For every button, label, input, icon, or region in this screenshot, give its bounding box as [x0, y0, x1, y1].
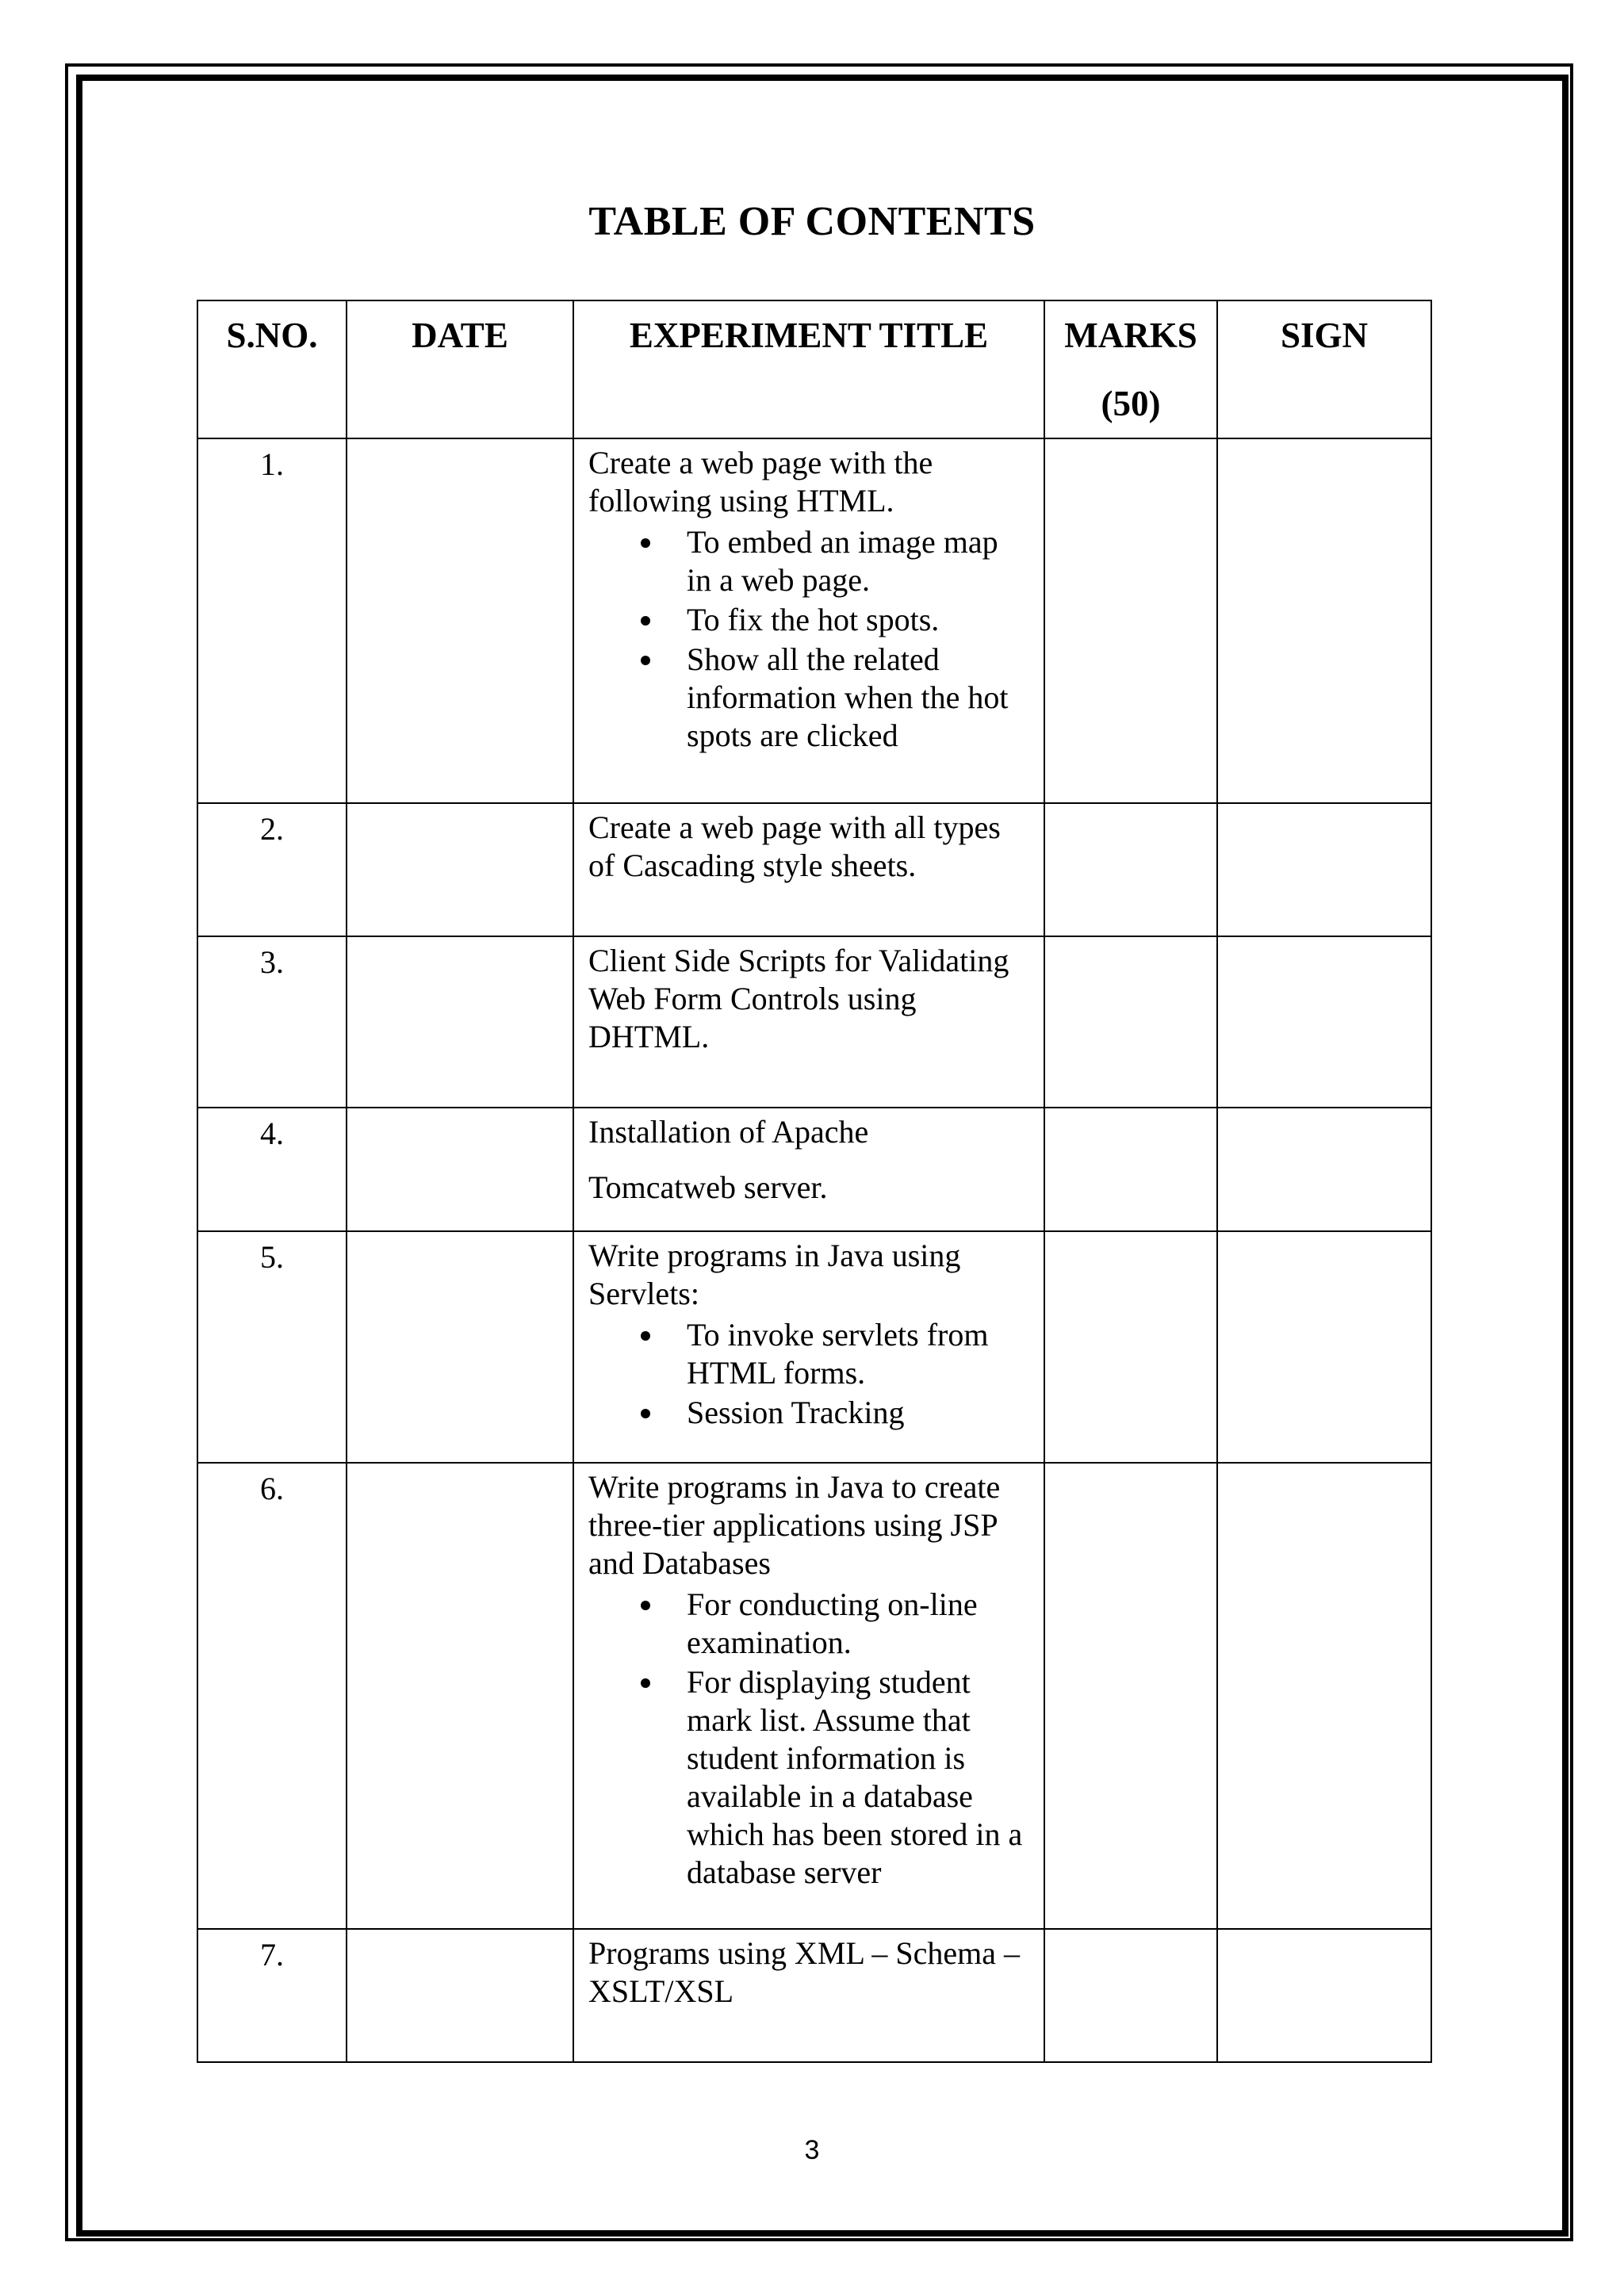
row-title-cell — [573, 936, 1044, 1108]
row-date — [347, 1929, 573, 2062]
row-bullet-list — [588, 1586, 1029, 1892]
page-number: 3 — [804, 2135, 820, 2165]
row-title-cell — [573, 438, 1044, 803]
page-title: TABLE OF CONTENTS — [588, 199, 1036, 244]
table-row — [197, 1463, 1431, 1929]
header-sign: SIGN — [1217, 300, 1431, 438]
contents-table — [197, 300, 1432, 2063]
row-title: Programs using XML – Schema – XSLT/XSL — [588, 1935, 1021, 2009]
row-date — [347, 1231, 573, 1463]
header-marks-total: (50) — [1101, 384, 1161, 423]
bullet-item: For displaying student mark list. Assume that student information is available in a database which has been stored in a database server — [687, 1663, 1029, 1892]
bullet-item: For conducting on-line examination. — [687, 1586, 1029, 1662]
row-sno: 3. — [197, 936, 347, 1108]
row-title-line1: Installation of Apache — [588, 1114, 869, 1150]
row-sign — [1217, 1463, 1431, 1929]
row-date — [347, 1463, 573, 1929]
row-sign — [1217, 1108, 1431, 1231]
row-sno: 6. — [197, 1463, 347, 1929]
row-title: Write programs in Java to create three-tier applications using JSP and Databases — [588, 1469, 1001, 1581]
row-sno: 7. — [197, 1929, 347, 2062]
row-marks — [1044, 936, 1217, 1108]
table-row — [197, 1929, 1431, 2062]
bullet-item: Session Tracking — [687, 1394, 1029, 1432]
row-sign — [1217, 1929, 1431, 2062]
table-row — [197, 1108, 1431, 1231]
table-row — [197, 936, 1431, 1108]
row-sign — [1217, 803, 1431, 936]
header-sno: S.NO. — [197, 300, 347, 438]
row-bullet-list — [588, 1316, 1029, 1432]
row-marks — [1044, 438, 1217, 803]
table-row — [197, 438, 1431, 803]
row-sign — [1217, 438, 1431, 803]
bullet-item: To invoke servlets from HTML forms. — [687, 1316, 1029, 1392]
header-marks-label: MARKS — [1064, 316, 1197, 355]
row-date — [347, 1108, 573, 1231]
row-marks — [1044, 1463, 1217, 1929]
row-title: Client Side Scripts for Validating Web Form Controls using DHTML. — [588, 943, 1009, 1054]
row-title-cell — [573, 1929, 1044, 2062]
row-title-line2: Tomcatweb server. — [588, 1169, 828, 1205]
row-title: Create a web page with the following using HTML. — [588, 445, 933, 519]
row-sno: 2. — [197, 803, 347, 936]
row-marks — [1044, 1231, 1217, 1463]
header-experiment-title: EXPERIMENT TITLE — [573, 300, 1044, 438]
row-title-cell — [573, 1463, 1044, 1929]
bullet-item: To fix the hot spots. — [687, 601, 1029, 639]
row-marks — [1044, 1108, 1217, 1231]
row-marks — [1044, 803, 1217, 936]
row-date — [347, 803, 573, 936]
table-row — [197, 803, 1431, 936]
row-date — [347, 438, 573, 803]
row-marks — [1044, 1929, 1217, 2062]
header-date: DATE — [347, 300, 573, 438]
header-marks — [1044, 300, 1217, 438]
row-title-cell — [573, 1108, 1044, 1231]
row-sign — [1217, 936, 1431, 1108]
row-sno: 4. — [197, 1108, 347, 1231]
row-sno: 1. — [197, 438, 347, 803]
bullet-item: To embed an image map in a web page. — [687, 523, 1029, 599]
table-row — [197, 1231, 1431, 1463]
bullet-item: Show all the related information when the hot spots are clicked — [687, 641, 1029, 755]
row-sign — [1217, 1231, 1431, 1463]
header-row — [197, 300, 1431, 438]
row-title-cell — [573, 803, 1044, 936]
row-title: Create a web page with all types of Cascading style sheets. — [588, 809, 1001, 883]
row-bullet-list — [588, 523, 1029, 755]
row-title-cell — [573, 1231, 1044, 1463]
row-title: Write programs in Java using Servlets: — [588, 1238, 961, 1311]
row-sno: 5. — [197, 1231, 347, 1463]
row-date — [347, 936, 573, 1108]
